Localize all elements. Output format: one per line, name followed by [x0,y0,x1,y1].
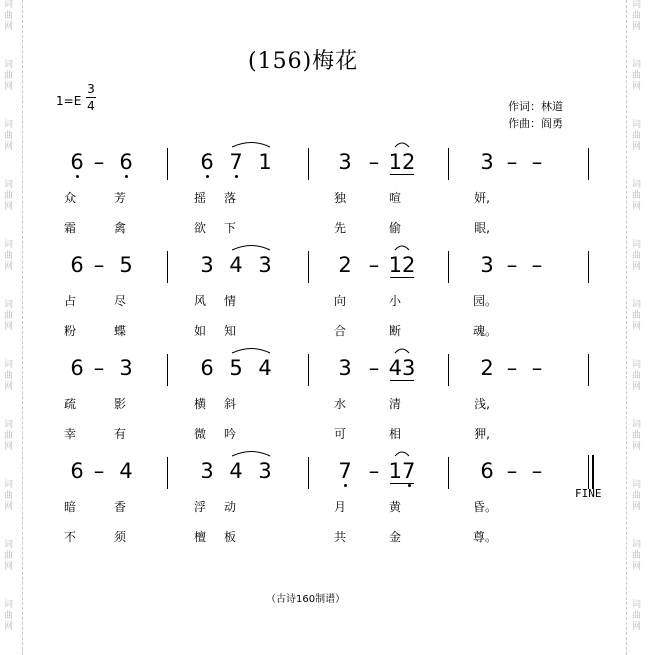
lyric-char: 下 [223,221,236,235]
bar-line [167,251,168,283]
lyric-char: 疏 [63,397,76,411]
bar-line [448,251,449,283]
note: – [531,356,543,380]
watermark-char: 曲 [632,371,642,381]
lyric-char: 昏。 [473,500,498,514]
lyric-char: 吟 [223,427,236,441]
watermark-char: 曲 [4,191,14,201]
lyric-char: 檀 [193,530,206,544]
watermark-char: 词 [632,60,642,70]
note: – [368,150,380,174]
lyric-char: 占 [63,294,76,308]
watermark-char: 网 [632,562,642,572]
watermark-char: 曲 [632,131,642,141]
watermark-char: 词 [632,180,642,190]
watermark-char: 网 [632,202,642,212]
lyric-char: 不 [63,530,76,544]
note: – [531,253,543,277]
watermark-char: 词 [632,480,642,490]
watermark-char: 曲 [632,11,642,21]
note: – [368,459,380,483]
bar-line [588,148,589,180]
note: – [506,356,518,380]
watermark-char: 曲 [632,491,642,501]
watermark-group [4,600,13,633]
note: – [506,253,518,277]
note: 3 [338,150,352,174]
watermark-char: 词 [632,540,642,550]
lyric-char: 斜 [223,397,236,411]
bar-line [448,457,449,489]
watermark-group [632,600,641,633]
watermark-char: 词 [632,0,642,10]
watermark-char: 曲 [4,431,14,441]
lyric-char: 众 [63,191,76,205]
lyric-char: 妍, [474,191,490,205]
watermark-group [632,480,641,513]
time-divider [86,97,96,98]
lyric-char: 向 [333,294,346,308]
watermark-char: 曲 [4,251,14,261]
lyric-char: 动 [223,500,236,514]
lyric-char: 粉 [63,324,76,338]
watermark-char: 网 [4,202,14,212]
lyric-char: 园。 [473,294,498,308]
watermark-char: 曲 [632,551,642,561]
watermark-group [4,420,13,453]
lyric-char: 小 [388,294,401,308]
watermark-char: 词 [632,120,642,130]
note: 6 [119,150,133,174]
lyric-char: 禽 [113,221,126,235]
note: 6 [480,459,494,483]
note: 6 [200,150,214,174]
watermark-char: 词 [632,360,642,370]
lower-octave-dot [125,175,128,178]
watermark-char: 网 [632,262,642,272]
lyric-char: 板 [223,530,236,544]
watermark-group [4,180,13,213]
watermark-char: 网 [632,442,642,452]
lyric-char: 情 [223,294,236,308]
watermark-group [4,360,13,393]
fine-marker: FINE [575,487,602,500]
note: 12 [388,150,416,174]
watermark-char: 曲 [632,311,642,321]
watermark-group [632,120,641,153]
watermark-char: 网 [4,22,14,32]
watermark-char: 词 [632,420,642,430]
lyric-char: 可 [333,427,346,441]
watermark-char: 网 [4,562,14,572]
watermark-group [4,240,13,273]
right-border [626,0,628,655]
watermark-group [632,240,641,273]
lyricist-credit: 作词：林道 [508,100,563,113]
note: 6 [70,253,84,277]
lyric-char: 须 [113,530,126,544]
note: 6 [70,356,84,380]
lyric-char: 浅, [474,397,490,411]
watermark-char: 网 [4,502,14,512]
slur [395,452,409,456]
note: – [531,150,543,174]
lyric-char: 如 [193,324,206,338]
watermark-group [4,540,13,573]
lyric-char: 喧 [388,191,401,205]
watermark-char: 曲 [4,491,14,501]
slur [232,349,270,354]
bar-line [308,148,309,180]
note: 3 [119,356,133,380]
watermark-char: 曲 [632,431,642,441]
slur [395,143,409,147]
watermark-char: 曲 [4,131,14,141]
bar-line [308,457,309,489]
watermark-char: 词 [4,0,14,10]
slur [395,349,409,353]
lyric-char: 香 [113,500,126,514]
note: 1 [258,150,272,174]
watermark-char: 网 [4,82,14,92]
lyric-char: 浮 [193,500,206,514]
lyric-char: 偷 [388,221,401,235]
slur [232,452,270,457]
note: – [368,356,380,380]
watermark-char: 词 [4,360,14,370]
note: 5 [229,356,243,380]
bar-line [167,457,168,489]
watermark-char: 曲 [4,611,14,621]
time-top: 3 [87,82,95,96]
bar-line [448,354,449,386]
watermark-char: 词 [4,480,14,490]
lyric-char: 清 [388,397,401,411]
note: 12 [388,253,416,277]
lyric-char: 狎, [474,427,490,441]
watermark-char: 网 [632,382,642,392]
lyric-char: 水 [333,397,346,411]
lyric-char: 有 [113,427,126,441]
lyric-char: 横 [193,397,206,411]
footer-note: （古诗160制谱） [266,594,346,605]
composer-credit: 作曲：阎勇 [508,117,563,130]
watermark-char: 曲 [632,191,642,201]
lyric-char: 摇 [193,191,206,205]
watermark-group [4,480,13,513]
note: 4 [119,459,133,483]
watermark-char: 词 [4,120,14,130]
watermark-char: 词 [4,240,14,250]
watermark-group [632,540,641,573]
watermark-char: 曲 [4,11,14,21]
lyric-char: 共 [333,530,346,544]
watermark-char: 曲 [4,371,14,381]
watermark-char: 网 [632,142,642,152]
lyric-char: 断 [388,324,401,338]
note: 4 [229,253,243,277]
lyric-char: 相 [388,427,401,441]
note: – [531,459,543,483]
watermark-char: 网 [632,622,642,632]
note: 6 [200,356,214,380]
slur [395,246,409,250]
watermark-char: 曲 [632,611,642,621]
lyric-char: 欲 [193,221,206,235]
note: 3 [200,253,214,277]
key-signature: 1=E [56,94,82,108]
note: 43 [388,356,416,380]
lyric-char: 合 [333,324,346,338]
note: 3 [258,253,272,277]
note: – [93,356,105,380]
watermark-char: 网 [632,502,642,512]
eighth-note-underline [390,380,414,381]
lyric-char: 霜 [63,221,76,235]
lyric-char: 金 [388,530,401,544]
lyric-char: 知 [223,324,236,338]
watermark-group [4,120,13,153]
note: 2 [480,356,494,380]
lyric-char: 先 [333,221,346,235]
watermark-char: 词 [4,60,14,70]
lyric-char: 微 [193,427,206,441]
lyric-char: 魂。 [473,324,498,338]
watermark-char: 网 [632,22,642,32]
note: – [93,150,105,174]
slur [232,246,270,251]
lyric-char: 风 [193,294,206,308]
bar-line [167,354,168,386]
watermark-char: 曲 [4,311,14,321]
watermark-group [632,300,641,333]
note: 7 [338,459,352,483]
note: – [93,253,105,277]
watermark-char: 词 [632,240,642,250]
note: – [506,459,518,483]
lyric-char: 蝶 [113,324,126,338]
lyric-char: 黄 [388,500,401,514]
note: 5 [119,253,133,277]
left-border [22,0,24,655]
lyric-char: 独 [333,191,346,205]
watermark-char: 曲 [632,71,642,81]
lyric-char: 月 [333,500,346,514]
watermark-char: 词 [632,600,642,610]
note: 4 [229,459,243,483]
bar-line [308,251,309,283]
watermark-char: 曲 [4,551,14,561]
note: 17 [388,459,416,483]
note: 3 [480,253,494,277]
lyric-char: 芳 [113,191,126,205]
note: 7 [229,150,243,174]
note: – [93,459,105,483]
final-bar-thick [592,455,594,489]
lyric-char: 幸 [63,427,76,441]
lyric-char: 影 [113,397,126,411]
watermark-char: 词 [4,420,14,430]
note: – [368,253,380,277]
watermark-char: 曲 [4,71,14,81]
bar-line [308,354,309,386]
watermark-group [632,360,641,393]
watermark-group [632,0,641,33]
watermark-char: 网 [4,622,14,632]
watermark-group [632,420,641,453]
time-bottom: 4 [87,99,95,113]
lower-octave-dot [206,175,209,178]
eighth-note-underline [390,277,414,278]
note: 3 [258,459,272,483]
note: 3 [338,356,352,380]
watermark-char: 词 [4,300,14,310]
note: 6 [70,459,84,483]
watermark-char: 词 [4,540,14,550]
watermark-char: 网 [4,442,14,452]
lyric-char: 眼, [474,221,490,235]
note: 3 [480,150,494,174]
watermark-char: 曲 [632,251,642,261]
lower-octave-dot [235,175,238,178]
lower-octave-dot [76,175,79,178]
lower-octave-dot [408,484,411,487]
note: 3 [200,459,214,483]
watermark-char: 网 [632,322,642,332]
watermark-char: 网 [4,262,14,272]
note: 6 [70,150,84,174]
slur [232,143,270,148]
watermark-char: 网 [4,382,14,392]
watermark-group [4,60,13,93]
watermark-char: 词 [4,180,14,190]
watermark-group [4,300,13,333]
note: – [506,150,518,174]
lyric-char: 落 [223,191,236,205]
watermark-char: 词 [4,600,14,610]
watermark-char: 词 [632,300,642,310]
note: 2 [338,253,352,277]
lower-octave-dot [344,484,347,487]
eighth-note-underline [390,174,414,175]
watermark-char: 网 [632,82,642,92]
bar-line [167,148,168,180]
lyric-char: 暗 [63,500,76,514]
watermark-group [632,60,641,93]
final-bar-thin [588,455,589,489]
lyric-char: 尽 [113,294,126,308]
note: 4 [258,356,272,380]
watermark-group [4,0,13,33]
time-signature [86,82,96,113]
bar-line [448,148,449,180]
watermark-char: 网 [4,142,14,152]
bar-line [588,251,589,283]
bar-line [588,354,589,386]
song-title: (156)梅花 [248,49,359,74]
watermark-char: 网 [4,322,14,332]
watermark-group [632,180,641,213]
lyric-char: 尊。 [473,530,498,544]
